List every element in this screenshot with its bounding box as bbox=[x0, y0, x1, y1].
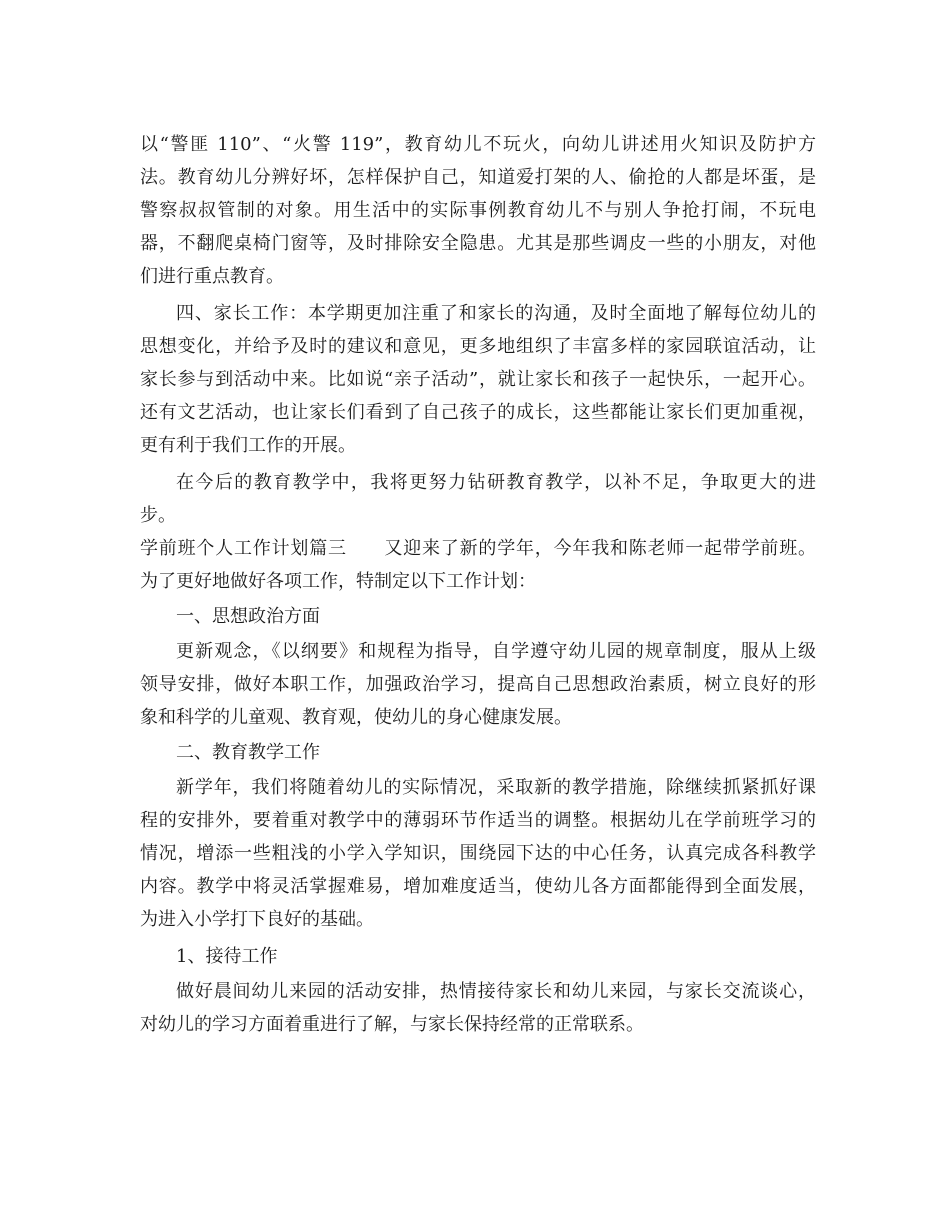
paragraph-parent-work bbox=[140, 297, 816, 462]
section-heading: 1、接待工作 bbox=[176, 946, 278, 967]
text-line: 更新观念，《以纲要》和规程为指导，自学遵守幼儿园的规章制度，服从上级 bbox=[176, 641, 816, 662]
heading-reception-work bbox=[140, 940, 816, 973]
text-line: 器，不翻爬桌椅门窗等，及时排除安全隐患。尤其是那些调皮一些的小朋友，对他 bbox=[140, 233, 816, 254]
text-line: 为进入小学打下良好的基础。 bbox=[140, 909, 374, 930]
document-body bbox=[140, 128, 816, 1041]
text-line: 程的安排外，要着重对教学中的薄弱环节作适当的调整。根据幼儿在学前班学习的 bbox=[140, 810, 816, 831]
text-line: 家长参与到活动中来。比如说“亲子活动”，就让家长和孩子一起快乐，一起开心。 bbox=[140, 369, 816, 390]
text-line: 警察叔叔管制的对象。用生活中的实际事例教育幼儿不与别人争抢打闹，不玩电 bbox=[140, 200, 816, 221]
paragraph-reception-work bbox=[140, 975, 816, 1041]
text-line: 更有利于我们工作的开展。 bbox=[140, 435, 356, 456]
section-heading: 一、思想政治方面 bbox=[176, 606, 320, 627]
paragraph-future-plans bbox=[140, 466, 816, 532]
text-line: 新学年，我们将随着幼儿的实际情况，采取新的教学措施，除继续抓紧抓好课 bbox=[176, 777, 816, 798]
text-line: 内容。教学中将灵活掌握难易，增加难度适当，使幼儿各方面都能得到全面发展， bbox=[140, 876, 816, 897]
heading-teaching-work bbox=[140, 736, 816, 769]
paragraph-political-thought bbox=[140, 635, 816, 734]
paragraph-plan-three-intro bbox=[140, 532, 816, 598]
text-line: 为了更好地做好各项工作，特制定以下工作计划： bbox=[140, 571, 536, 592]
text-line: 做好晨间幼儿来园的活动安排，热情接待家长和幼儿来园，与家长交流谈心， bbox=[176, 981, 816, 1002]
paragraph-teaching-work bbox=[140, 771, 816, 936]
text-line: 步。 bbox=[140, 505, 176, 526]
heading-political-thought bbox=[140, 600, 816, 633]
text-line: 在今后的教育教学中，我将更努力钻研教育教学，以补不足，争取更大的进 bbox=[176, 472, 816, 493]
text-line: 思想变化，并给予及时的建议和意见，更多地组织了丰富多样的家园联谊活动，让 bbox=[140, 336, 816, 357]
text-line: 还有文艺活动，也让家长们看到了自己孩子的成长，这些都能让家长们更加重视， bbox=[140, 402, 816, 423]
text-line: 以“警匪 110”、“火警 119”，教育幼儿不玩火，向幼儿讲述用火知识及防护方 bbox=[140, 134, 816, 155]
text-line: 情况，增添一些粗浅的小学入学知识，围绕园下达的中心任务，认真完成各科教学 bbox=[140, 843, 816, 864]
text-line: 四、家长工作：本学期更加注重了和家长的沟通，及时全面地了解每位幼儿的 bbox=[176, 303, 816, 324]
text-line: 对幼儿的学习方面着重进行了解，与家长保持经常的正常联系。 bbox=[140, 1014, 644, 1035]
paragraph-safety-education bbox=[140, 128, 816, 293]
section-heading: 二、教育教学工作 bbox=[176, 742, 320, 763]
text-line: 领导安排，做好本职工作，加强政治学习，提高自己思想政治素质，树立良好的形 bbox=[140, 674, 816, 695]
text-line: 法。教育幼儿分辨好坏，怎样保护自己，知道爱打架的人、偷抢的人都是坏蛋，是 bbox=[140, 167, 816, 188]
text-line: 们进行重点教育。 bbox=[140, 266, 284, 287]
text-line: 学前班个人工作计划篇三 又迎来了新的学年，今年我和陈老师一起带学前班。 bbox=[140, 538, 816, 559]
text-line: 象和科学的儿童观、教育观，使幼儿的身心健康发展。 bbox=[140, 707, 572, 728]
